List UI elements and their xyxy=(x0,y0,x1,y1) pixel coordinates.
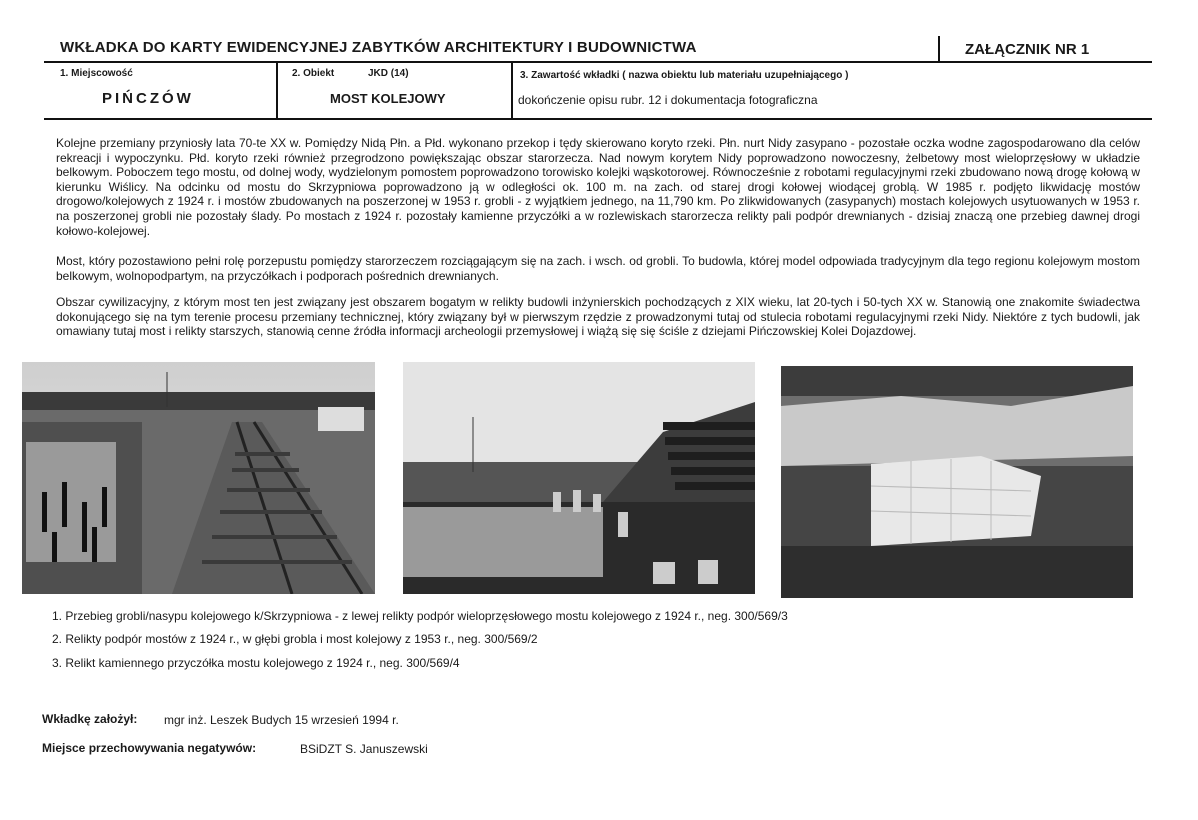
annex-number: ZAŁĄCZNIK NR 1 xyxy=(965,41,1090,58)
photo-bridge-pier-relics xyxy=(403,362,755,594)
form-title: WKŁADKA DO KARTY EWIDENCYJNEJ ZABYTKÓW ARCHITEKTURY I BUDOWNICTWA xyxy=(60,39,697,56)
object-value: MOST KOLEJOWY xyxy=(330,91,446,106)
photo-stone-abutment xyxy=(781,366,1133,598)
caption-2: 2. Relikty podpór mostów z 1924 r., w głębi grobla i most kolejowy z 1953 r., neg. 300/569/2 xyxy=(52,632,538,646)
author-label: Wkładkę założył: xyxy=(42,712,138,726)
header-table xyxy=(44,36,1152,120)
place-value: PIŃCZÓW xyxy=(102,90,194,107)
photo-railway-embankment xyxy=(22,362,375,594)
storage-label: Miejsce przechowywania negatywów: xyxy=(42,741,257,755)
caption-3: 3. Relikt kamiennego przyczółka mostu kolejowego z 1924 r., neg. 300/569/4 xyxy=(52,656,460,670)
object-label: 2. Obiekt xyxy=(292,68,335,79)
contents-value: dokończenie opisu rubr. 12 i dokumentacja fotograficzna xyxy=(518,93,818,107)
storage-value: BSiDZT S. Januszewski xyxy=(300,742,428,756)
paragraph-1: Kolejne przemiany przyniosły lata 70-te XX w. Pomiędzy Nidą Płn. a Płd. wykonano przekop i tędy skierowano koryto rzeki. Płn. nurt Nidy zasypano - pozostałe oczka wodne zagospodarowano dla celów rekreacji i wypoczynku. Płd. koryto rzeki również przegrodzono powiększając obszar starorzecza. Nad nowym korytem Nidy poprowadzono nowoczesny, żelbetowy most wieloprzęsłowy w układzie belkowym. Poboczem tego mostu, od dolnej wody, wydzielonym pomostem poprowadzono torowisko kolejki wąskotorowej. Równocześnie z robotami regulacyjnymi rzeki zbudowano nową drogę kołową w kierunku Wiślicy. Na odcinku od mostu do Skrzypniowa poprowadzono ją w odległości ok. 100 m. na zach. od starej drogi kołowej wiodącej groblą. W 1985 r. podjęto likwidację mostów drogowo/kolejowych z 1924 r. i mostów zbudowanych na poszerzonej w 1953 r. grobli - z wyjątkiem jednego, na 11,790 km. Po zlikwidowanych (zasypanych) mostach kolejowych usytuowanych w 1953 r. na poszerzonej grobli nie pozostały ślady. Po mostach z 1924 r. pozostały kamienne przyczółki a w rozlewiskach starorzecza relikty pali podpór drewnianych - dzisiaj znaczą one przebieg dawnej drogi kołowo-kolejowej. xyxy=(56,136,1140,238)
paragraph-2: Most, który pozostawiono pełni rolę porzepustu pomiędzy starorzeczem rozciągającym się na zach. i wsch. od grobli. To budowla, której model odpowiada tradycyjnym dla tego regionu kolejowym mostom belkowym, wolnopodpartym, na przyczółkach i podporach pośrednich drewnianych. xyxy=(56,254,1140,283)
author-value: mgr inż. Leszek Budych 15 wrzesień 1994 r. xyxy=(164,713,399,727)
object-code: JKD (14) xyxy=(368,68,409,79)
contents-label: 3. Zawartość wkładki ( nazwa obiektu lub materiału uzupełniającego ) xyxy=(520,70,849,81)
place-label: 1. Miejscowość xyxy=(60,68,133,79)
paragraph-3: Obszar cywilizacyjny, z którym most ten jest związany jest obszarem bogatym w relikty budowli inżynierskich pochodzących z XIX wieku, lat 20-tych i 50-tych XX w. Stanowią one znakomite świadectwa dokonującego się na tym terenie procesu przemiany technicznej, który związany był w pierwszym rzędzie z prowadzonymi tutaj od stulecia robotami regulacyjnymi rzeki Nidy. Niektóre z tych budowli, jak omawiany tutaj most i relikty starszych, stanowią cenne źródła informacji archeologii przemysłowej i wiążą się się ściśle z dziejami Pińczowskiej Kolei Dojazdowej. xyxy=(56,295,1140,339)
caption-1: 1. Przebieg grobli/nasypu kolejowego k/Skrzypniowa - z lewej relikty podpór wieloprzęsłowego mostu kolejowego z 1924 r., neg. 300/569/3 xyxy=(52,609,788,623)
